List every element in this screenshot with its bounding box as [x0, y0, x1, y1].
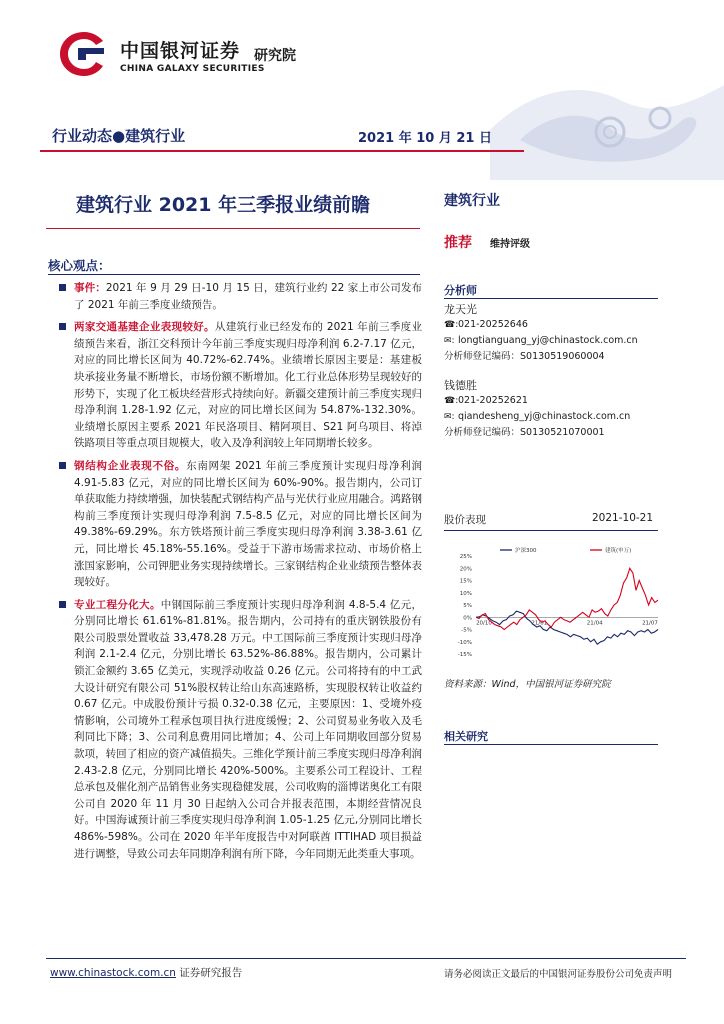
- analyst-name: 龙天光: [444, 303, 477, 316]
- y-tick-label: 15%: [459, 578, 472, 585]
- y-tick-label: -5%: [461, 627, 472, 634]
- paragraph-steel-structure: [50, 458, 422, 591]
- rating: 推荐: [444, 235, 472, 251]
- galaxy-logo-icon: [58, 30, 110, 78]
- x-tick-label: 20/10: [476, 620, 492, 627]
- performance-divider: [444, 530, 658, 531]
- paragraph-text: 2021 年 9 月 29 日-10 月 15 日，建筑行业约 22 家上市公司发布了 2021 年前三季度业绩预告。: [74, 282, 423, 311]
- analyst-card: [444, 378, 630, 440]
- x-tick-label: 21/04: [586, 620, 603, 627]
- y-tick-label: 5%: [463, 603, 472, 609]
- analyst-email[interactable]: qiandesheng_yj@chinastock.com.cn: [458, 411, 631, 422]
- report-type: 行业动态●建筑行业: [52, 127, 186, 145]
- website-link[interactable]: www.chinastock.com.cn: [50, 967, 176, 979]
- report-title: 建筑行业 2021 年三季报业绩前瞻: [76, 194, 371, 216]
- sector-name: 建筑行业: [444, 193, 500, 209]
- report-date: 2021 年 10 月 21 日: [358, 131, 492, 146]
- bullet-square-icon: [59, 601, 66, 608]
- document-type: 证券研究报告: [179, 967, 243, 979]
- paragraph-lead: 专业工程分化大。: [74, 598, 161, 611]
- y-tick-label: 0%: [463, 615, 472, 622]
- legend-label: 建筑(申万): [605, 548, 632, 554]
- stock-performance-label: 股价表现: [444, 514, 486, 526]
- phone-icon: ☎:: [444, 396, 459, 406]
- title-divider: [46, 228, 420, 229]
- x-tick-label: 21/07: [642, 620, 658, 627]
- related-research-divider: [444, 744, 658, 745]
- cloud-swirl-decoration: [490, 70, 724, 180]
- analyst-registration: 分析师登记编码：S0130521070001: [444, 427, 605, 438]
- analyst-heading: 分析师: [444, 284, 477, 297]
- company-name-cn: 中国银河证券: [120, 40, 241, 62]
- analyst-card: [444, 302, 638, 364]
- legend-label: 沪深300: [515, 548, 537, 554]
- paragraph-text: 中钢国际前三季度预计实现归母净利润 4.8-5.4 亿元，分别同比增长 61.61%-81.81%。报告期内，公司持有的重庆钢铁股份有限公司股票处置收益 33,478.28 万元。中工国际前三季度预计实现归母净利润 2.1-2.4 亿元，分别比增长 63.52%-86.88%。报告期内，公司累计锁汇金额约 3.65 亿美元，实现浮动收益 0.26 亿元。公司将持有的中工武大设计研究有限公司 51%股权转让给山东高速路桥，实现股权转让收益约 0.67 亿元。中成股份预计亏损 0.32-0.38 亿元，主要原因：1、受境外疫情影响，公司境外工程承包项目执行进度缓慢；2、公司贸易业务收入及毛利同比下降；3、公司利息费用同比增加；4、公司上年同期收回部分贸易款项，转回了相应的资产减值损失。三维化学预计前三季度实现归母净利润 2.43-2.8 亿元，分别同比增长 420%-500%。主要系公司工程设计、工程总承包及催化剂产品销售业务实现稳健发展，公司收购的淄博诺奥化工有限公司自 2020 年 11 月 30 日起纳入公司合并报表范围，本期经营情况良好。中国海诚预计前三季度实现归母净利润 1.05-1.25 亿元,分别同比增长 486%-598%。公司在 2020 年半年度报告中对阿联酋 ITTIHAD 项目损益进行调整，导致公司去年同期净利润有所下降，今年同期无此类重大事项。: [74, 598, 422, 860]
- analyst-divider: [444, 298, 658, 299]
- paragraph-event: [50, 280, 422, 313]
- paragraph-transport: [50, 319, 422, 452]
- analyst-phone: 021-20252646: [458, 319, 528, 330]
- stock-performance-date: 2021-10-21: [592, 512, 654, 524]
- series-line: [476, 611, 658, 644]
- bullet-square-icon: [59, 462, 66, 469]
- phone-icon: ☎:: [444, 320, 459, 330]
- report-category-band: [40, 118, 524, 152]
- company-logo: [58, 30, 348, 80]
- paragraph-lead: 两家交通基建企业表现较好。: [74, 321, 215, 334]
- email-icon: ✉:: [444, 412, 455, 422]
- paragraph-text: 从建筑行业已经发布的 2021 年前三季度业绩预告来看，浙江交科预计今年前三季度实现归母净利润 6.2-7.17 亿元，对应的同比增长区间为 40.72%-62.74%。业绩增长原因主要是：基建板块承接业务量不断增长，市场份额不断增加。化工行业总体形势呈现较好的形势下，实现了化工板块经营形式持续向好。新疆交建预计前三季度实现归母净利润 1.28-1.92 亿元，对应的同比增长区间为 54.87%-132.30%。业绩增长原因主要系 2021 年民洛项目、精阿项目、S21 阿乌项目、将淖铁路项目等重点项目规模大，收入及净利润较上年同期增长较多。: [74, 321, 422, 450]
- analyst-registration: 分析师登记编码：S0130519060004: [444, 351, 605, 362]
- y-tick-label: 25%: [459, 554, 472, 560]
- footer-divider: [46, 958, 686, 959]
- paragraph-lead: 事件：: [74, 282, 106, 294]
- analyst-name: 钱德胜: [444, 379, 477, 392]
- department-name: 研究院: [254, 48, 296, 64]
- email-icon: ✉:: [444, 336, 455, 346]
- paragraph-lead: 钢结构企业表现不俗。: [74, 459, 187, 472]
- company-name-en: CHINA GALAXY SECURITIES: [120, 64, 265, 74]
- chart-source: 资料来源：Wind，中国银河证券研究院: [444, 679, 611, 690]
- bullet-square-icon: [59, 323, 66, 330]
- core-view-heading: 核心观点：: [48, 258, 111, 273]
- main-content: [50, 280, 422, 868]
- y-tick-label: 10%: [459, 590, 472, 597]
- stock-performance-chart: [450, 546, 664, 662]
- paragraph-text: 东南网架 2021 年前三季度预计实现归母净利润 4.91-5.83 亿元，对应的同比增长区间为 60%-90%。报告期内，公司订单获取能力持续增强，加快装配式钢结构产品与光伏行业应用融合。鸿路钢构前三季度预计实现归母净利润 7.5-8.5 亿元，对应的同比增长区间为 49.38%-69.29%。东方铁塔预计前三季度实现归母净利润 3.38-3.61 亿元，同比增长 45.18%-55.16%。受益于下游市场需求拉动、市场价格上涨国家影响，公司钾肥业务实现持续增长。三家钢结构企业业绩预告整体表现较好。: [74, 459, 422, 589]
- paragraph-professional-engineering: [50, 597, 422, 863]
- y-tick-label: -10%: [457, 639, 472, 646]
- y-tick-label: 20%: [459, 566, 472, 573]
- analyst-phone: 021-20252621: [458, 395, 528, 406]
- rating-note: 维持评级: [490, 239, 530, 250]
- analyst-email[interactable]: longtianguang_yj@chinastock.com.cn: [458, 335, 638, 346]
- core-view-divider: [48, 274, 420, 275]
- footer-left: [50, 965, 242, 980]
- disclaimer-note: 请务必阅读正文最后的中国银河证券股份公司免责声明: [443, 969, 672, 980]
- y-tick-label: -15%: [457, 652, 472, 658]
- bullet-square-icon: [59, 284, 66, 291]
- related-research-heading: 相关研究: [444, 730, 488, 743]
- x-tick-label: 21/01: [531, 620, 548, 627]
